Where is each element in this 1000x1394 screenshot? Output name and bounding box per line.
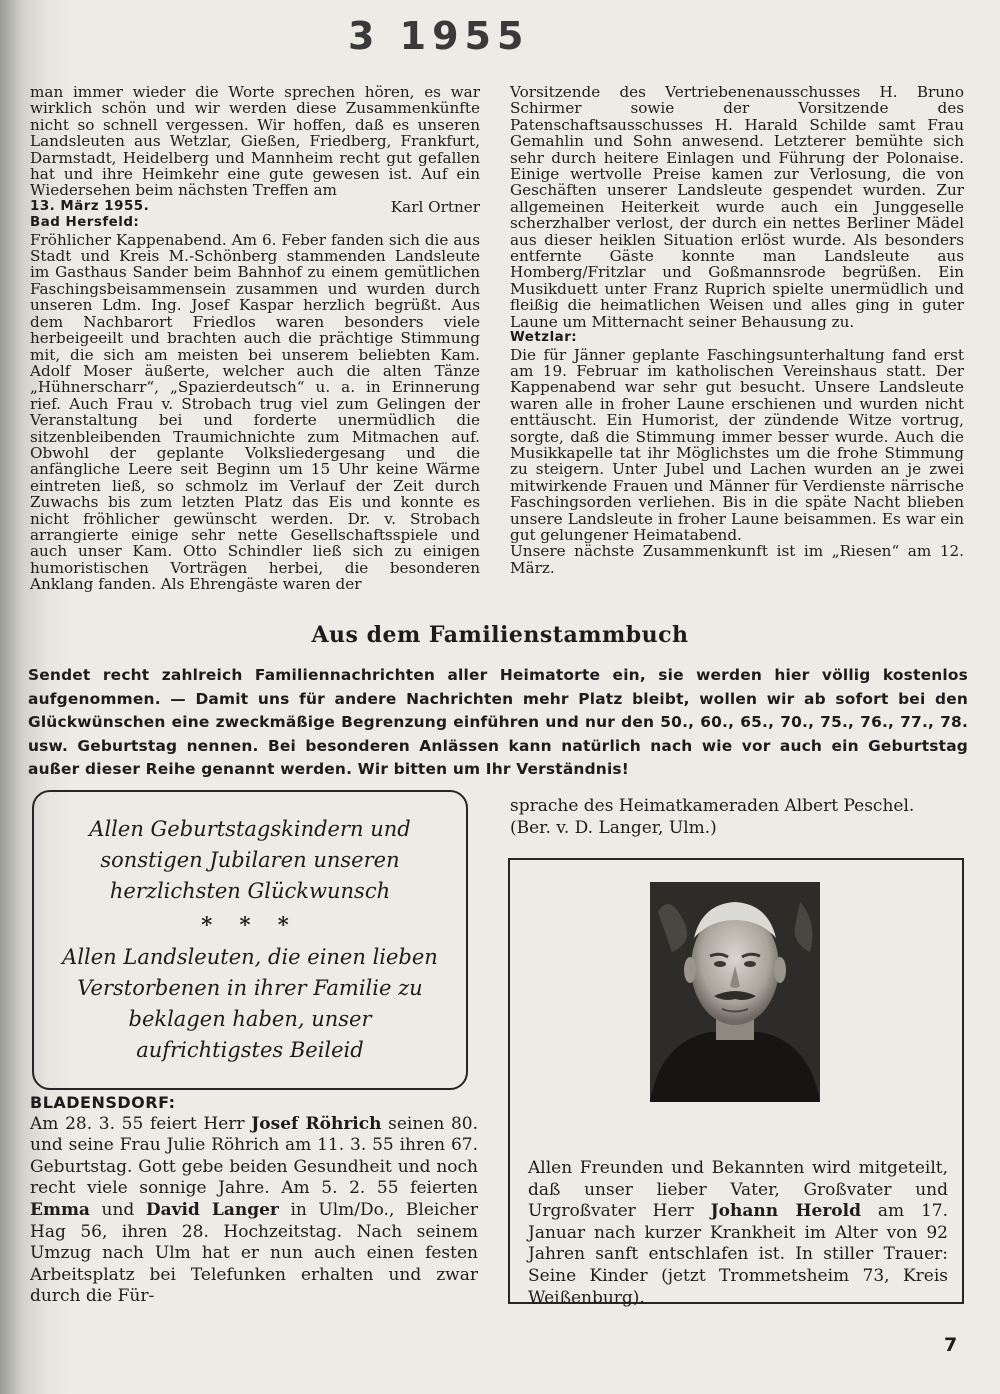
left-column [30, 84, 480, 593]
greeting-box [32, 790, 468, 1090]
news-text-1: Am 28. 3. 55 feiert Herr [30, 1113, 252, 1134]
person-name: David Langer [145, 1199, 279, 1220]
page-number: 7 [944, 1334, 958, 1356]
news-text-2: seinen 80. und seine Frau Julie Röhrich am 11. 3. 55 ihren 67. Geburtstag. Gott gebe beiden Gesundheit und noch recht viele sonnige Jahre. Am 5. 2. 55 feierten [30, 1113, 479, 1199]
location-heading-hersfeld: Bad Hersfeld: [30, 215, 140, 231]
right-column [510, 84, 964, 576]
person-name: Emma [30, 1199, 90, 1220]
family-news [30, 1092, 478, 1308]
greeting-condolences: Allen Landsleuten, die einen lieben Verstorbenen in ihrer Familie zu beklagen haben, unser aufrichtigstes Beileid [62, 945, 438, 1062]
location-heading-bladensdorf: BLADENSDORF: [30, 1093, 176, 1112]
deceased-name: Johann Herold [710, 1201, 861, 1222]
signature-line [30, 199, 480, 215]
person-name: Josef Röhrich [251, 1113, 382, 1134]
credit-line-2: (Ber. v. D. Langer, Ulm.) [510, 817, 717, 838]
obituary-text [528, 1158, 948, 1309]
credit-line-1: sprache des Heimatkameraden Albert Peschel. [510, 796, 915, 816]
section-title: Aus dem Familienstammbuch [311, 622, 689, 648]
left-paragraph-1: man immer wieder die Worte sprechen hören, es war wirklich schön und wir werden diese Zusammenkünfte nicht so schnell vergessen. Wir hoffen, daß es unseren Landsleuten aus Wetzlar, Gießen, Friedberg, Frankfurt, Darmstadt, Heidelberg und Mannheim recht gut gefallen hat und ihre Heimkehr eine gute gewesen ist. Auf ein Wiedersehen beim nächsten Treffen am [30, 83, 480, 200]
obituary-text-2: am 17. Januar nach kurzer Krankheit im Alter von 92 Jahren sanft entschlafen ist. In stiller Trauer: Seine Kinder (jetzt Trommetsheim 73, Kreis Weißenburg). [528, 1201, 948, 1308]
right-paragraph-2: Die für Jänner geplante Faschingsunterhaltung fand erst am 19. Februar im katholischen Vereinshaus statt. Der Kappenabend war sehr gut besucht. Unsere Landsleute waren alle in froher Laune erschienen und wurden nicht enttäuscht. Ein Humorist, der zündende Witze vortrug, sorgte, daß die Stimmung immer besser wurde. Auch die Musikkapelle tat ihr Möglichstes um die frohe Stimmung zu steigern. Unter Jubel und Lachen wurden an je zwei mitwirkende Frauen und Männer für Verdienste närrische Faschingsorden verliehen. Bis in die späte Nacht blieben unsere Landsleute in froher Laune beisammen. Es war ein gut gelungener Heimatabend. [510, 345, 964, 544]
author-name: Karl Ortner [390, 197, 480, 216]
news-text-4: in Ulm/Do., Bleicher Hag 56, ihren 28. Hochzeitstag. Nach seinem Umzug nach Ulm hat er nun auch einen festen Arbeitsplatz bei Telefunken erhalten und zwar durch die Für- [30, 1199, 479, 1307]
report-credit [510, 796, 970, 839]
location-heading-wetzlar: Wetzlar: [510, 330, 578, 346]
news-text-3: und [89, 1199, 146, 1220]
portrait-photo [650, 882, 820, 1102]
greeting-separator: * * * [201, 912, 299, 937]
issue-number: 3 1955 [348, 14, 530, 58]
meeting-date: 13. März 1955. [30, 198, 150, 214]
section-notice: Sendet recht zahlreich Familiennachrichten aller Heimatorte ein, sie werden hier völlig kostenlos aufgenommen. — Damit uns für andere Nachrichten mehr Platz bleibt, wollen wir ab sofort bei den Glückwünschen eine zweckmäßige Begrenzung einführen und nur den 50., 60., 65., 70., 75., 76., 77., 78. usw. Geburtstag nennen. Bei besonderen Anlässen kann natürlich nach wie vor auch ein Geburtstag außer dieser Reihe genannt werden. Wir bitten um Ihr Verständnis! [28, 666, 968, 778]
right-paragraph-3: Unsere nächste Zusammenkunft ist im „Riesen“ am 12. März. [510, 542, 964, 577]
left-paragraph-2: Fröhlicher Kappenabend. Am 6. Feber fanden sich die aus Stadt und Kreis M.-Schönberg stammenden Landsleute im Gasthaus Sander beim Bahnhof zu einem gemütlichen Faschingsbeisammensein zusammen und wurden durch unseren Ldm. Ing. Josef Kaspar herzlich begrüßt. Aus dem Nachbarort Friedlos waren besonders viele herbeigeeilt und brachten auch die prächtige Stimmung mit, die sich am meisten bei unserem beliebten Kam. Adolf Moser äußerte, welcher auch die alten Tänze „Hühnerscharr“, „Spazierdeutsch“ u. a. in Erinnerung rief. Auch Frau v. Strobach trug viel zum Gelingen der Veranstaltung bei und forderte unermüdlich die sitzenbleibenden Traumichnichte zum Mitmachen auf. Obwohl der geplante Volksliedergesang und die anfängliche Leere seit Beginn um 15 Uhr keine Wärme eintreten ließ, so schmolz im Verlauf der Zeit durch Zuwachs bis zum letzten Platz das Eis und konnte es nicht fröhlicher gewünscht werden. Dr. v. Strobach arrangierte einige sehr nette Gesellschaftsspiele und auch unser Kam. Otto Schindler ließ sich zu einigen humoristischen Vorträgen herbei, die besonderen Anklang fanden. Als Ehrengäste waren der [30, 230, 480, 594]
greeting-birthdays: Allen Geburtstagskindern und sonstigen Jubilaren unseren herzlichsten Glückwunsch [89, 817, 411, 903]
right-paragraph-1: Vorsitzende des Vertriebenenausschusses H. Bruno Schirmer sowie der Vorsitzende des Patenschaftsausschusses H. Harald Schilde samt Frau Gemahlin und Sohn anwesend. Letzterer bemühte sich sehr durch heitere Einlagen und Führung der Polonaise. Einige wertvolle Preise kamen zur Verlosung, die von Geschäften unserer Landsleute gespendet wurden. Zur allgemeinen Heiterkeit wurde auch ein Junggeselle scherzhalber verlost, der durch ein nettes Berliner Mädel aus dieser heiklen Situation erlöst wurde. Als besonders entfernte Gäste konnte man Landsleute aus Homberg/Fritzlar und Goßmannsrode begrüßen. Ein Musikduett unter Franz Ruprich spielte unermüdlich und fleißig die heimatlichen Weisen und alles ging in guter Laune um Mitternacht seiner Behausung zu. [510, 83, 964, 331]
obituary-text-1: Allen Freunden und Bekannten wird mitgeteilt, daß unser lieber Vater, Großvater und Urgroßvater Herr [528, 1158, 948, 1222]
family-news-text [30, 1114, 478, 1308]
obituary-box [508, 858, 964, 1308]
